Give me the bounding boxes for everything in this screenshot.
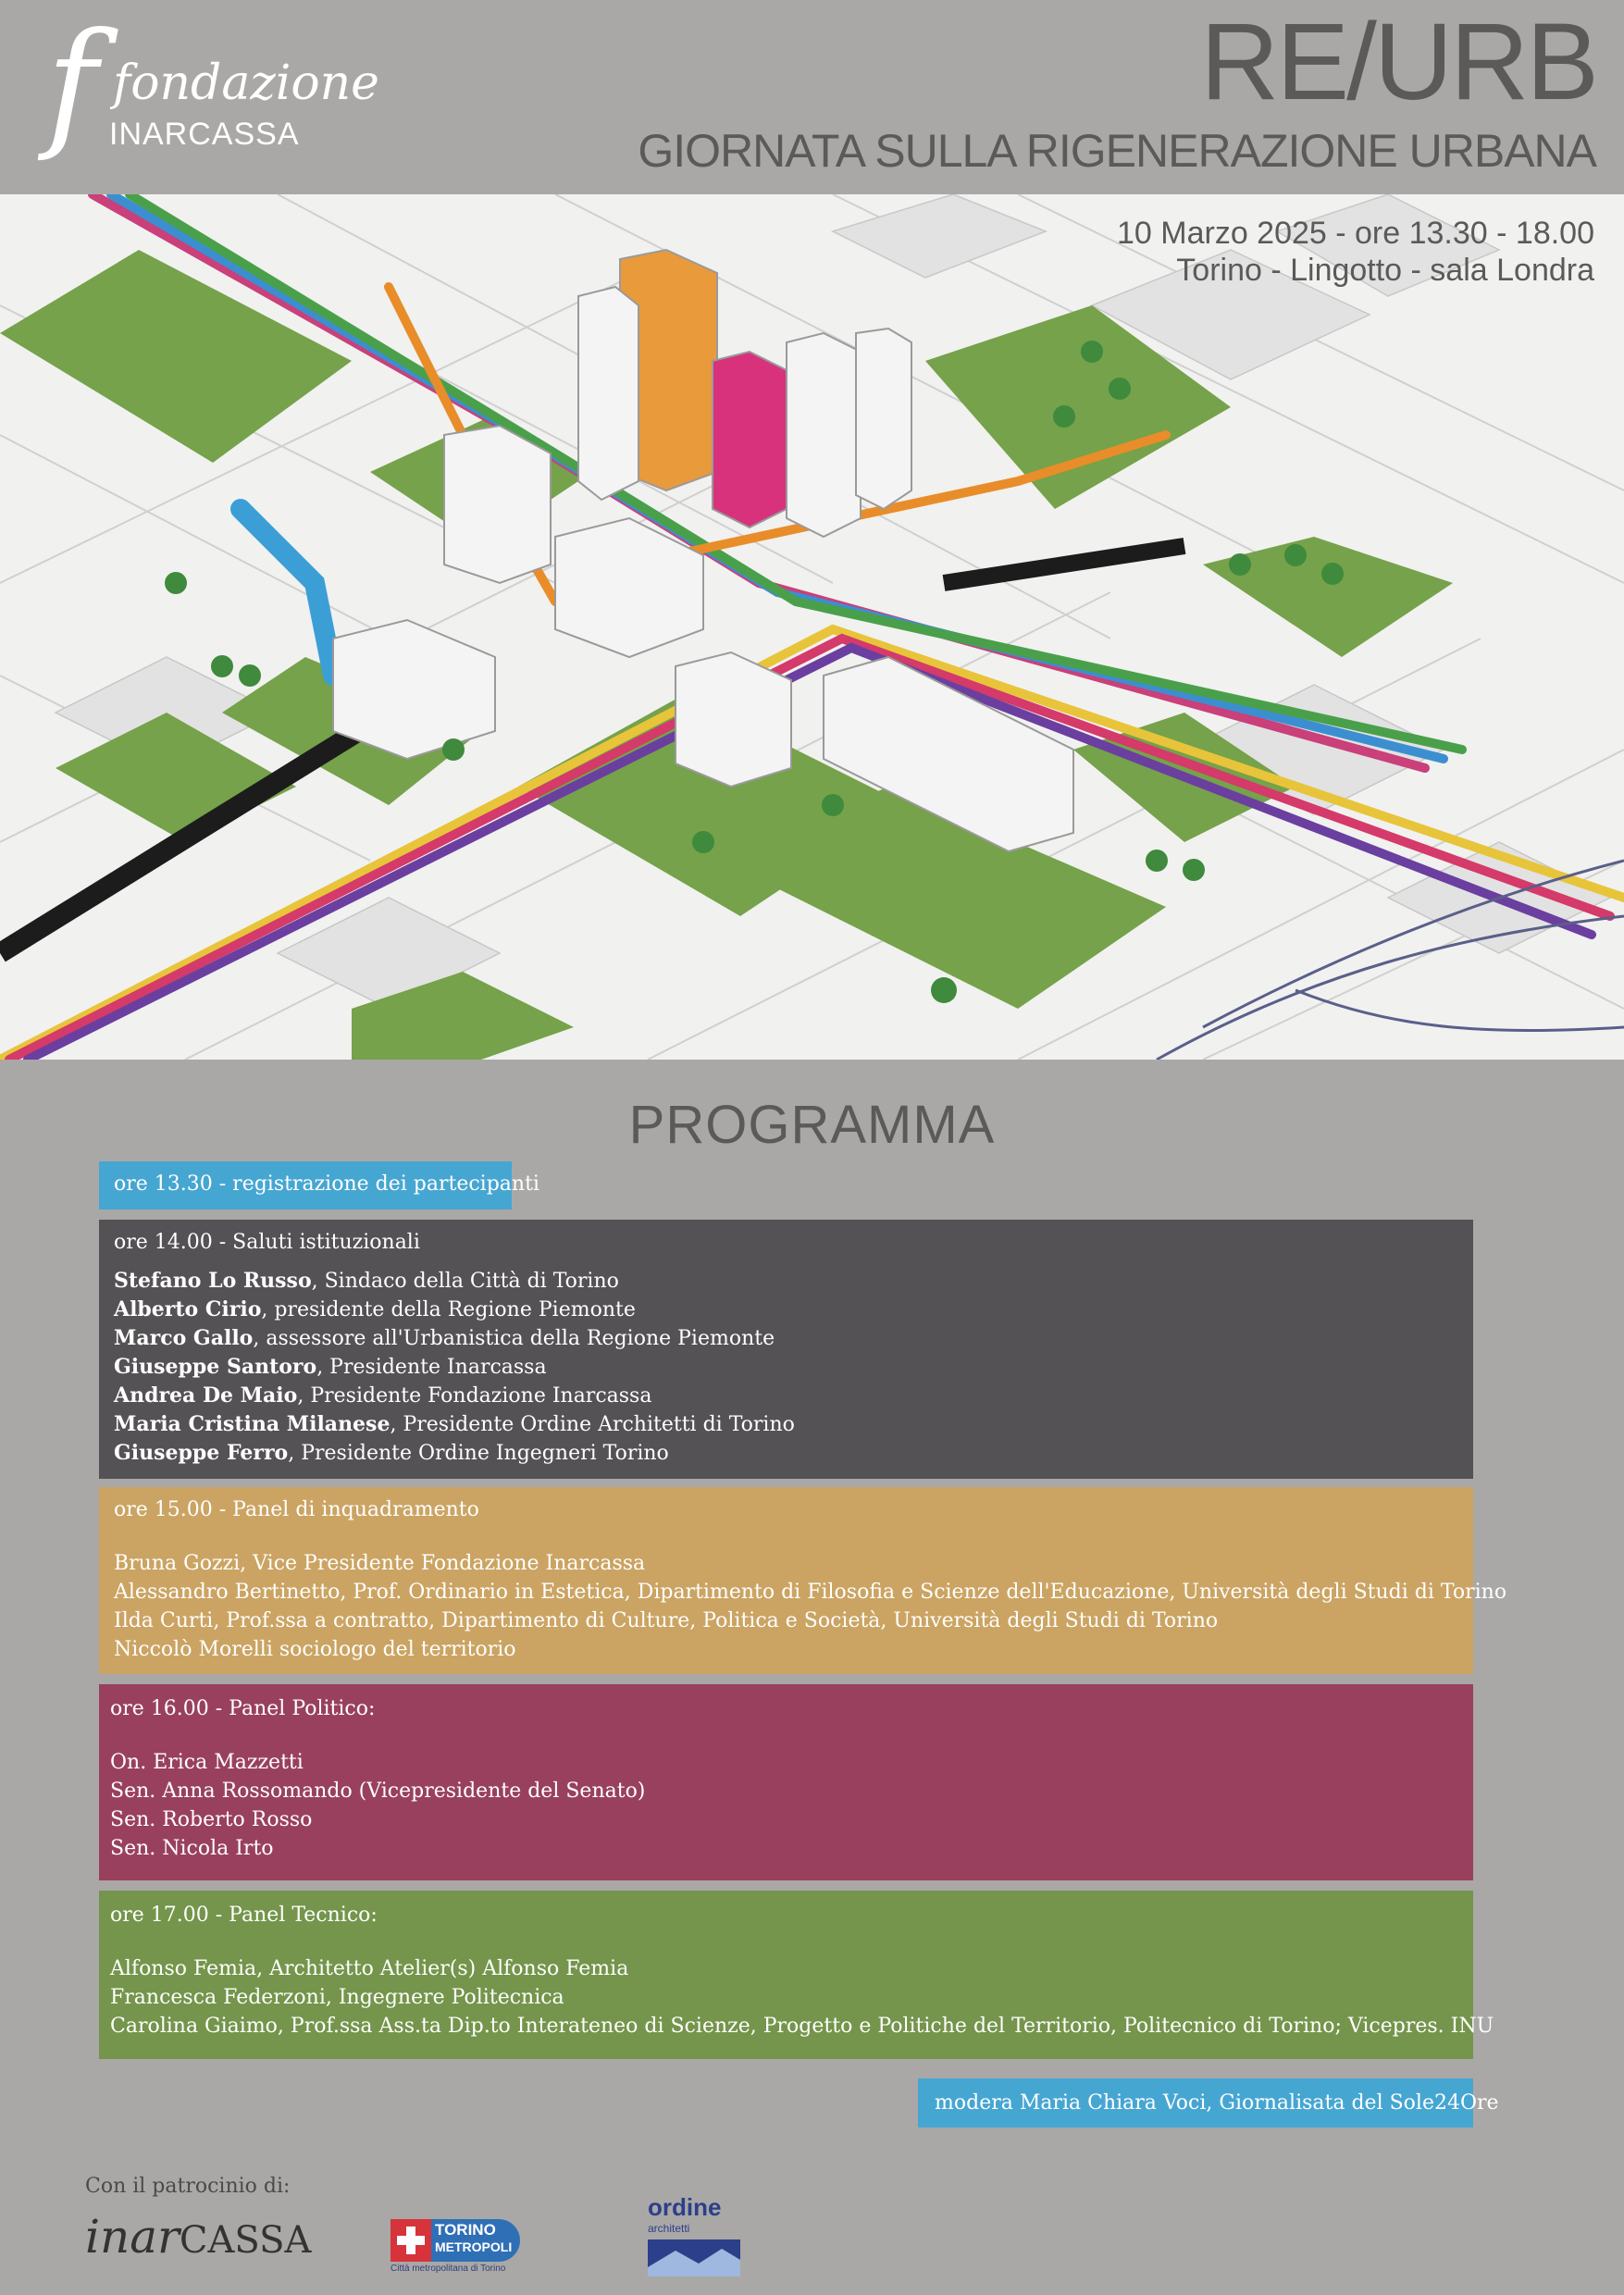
list-item: Stefano Lo Russo, Sindaco della Città di Torino: [114, 1269, 619, 1293]
panel-politico-section: [99, 1684, 1473, 1880]
event-location: Torino - Lingotto - sala Londra: [1176, 253, 1594, 288]
list-item: Giuseppe Ferro, Presidente Ordine Ingegneri Torino: [114, 1441, 669, 1465]
saluti-istituzionali-section: [99, 1220, 1473, 1479]
fondazione-inarcassa-logo: [37, 4, 379, 165]
list-item: Andrea De Maio, Presidente Fondazione Inarcassa: [114, 1383, 652, 1408]
ordine-mountain-mark: [648, 2239, 740, 2276]
list-item: Sen. Anna Rossomando (Vicepresidente del Senato): [110, 1780, 646, 1803]
list-item: Marco Gallo, assessore all'Urbanistica della Regione Piemonte: [114, 1326, 775, 1350]
list-item: Bruna Gozzi, Vice Presidente Fondazione Inarcassa: [114, 1552, 646, 1575]
panel-politico-header: ore 16.00 - Panel Politico:: [110, 1697, 376, 1720]
list-item: Giuseppe Santoro, Presidente Inarcassa: [114, 1355, 547, 1379]
logo-name: fondazione: [113, 56, 379, 111]
panel-inquadramento-section: [99, 1487, 1507, 1674]
list-item: On. Erica Mazzetti: [110, 1751, 304, 1774]
inarcassa-logo: inarCASSA: [85, 2210, 312, 2264]
list-item: Alfonso Femia, Architetto Atelier(s) Alfonso Femia: [110, 1957, 629, 1980]
ordine-architetti-logo: ordine architetti: [648, 2193, 750, 2278]
patrocinio-label: Con il patrocinio di:: [85, 2175, 291, 2198]
list-item: Alberto Cirio, presidente della Regione Piemonte: [114, 1297, 636, 1321]
list-item: Carolina Giaimo, Prof.ssa Ass.ta Dip.to Interateneo di Scienze, Progetto e Politiche del Territorio, Politecnico di Torino; Vicepres. INU: [110, 2015, 1494, 2038]
list-item: Sen. Nicola Irto: [110, 1837, 274, 1860]
program-title: PROGRAMMA: [628, 1095, 996, 1155]
list-item: Maria Cristina Milanese, Presidente Ordine Architetti di Torino: [114, 1412, 795, 1436]
panel-tecnico-section: [99, 1891, 1494, 2059]
registration-banner: ore 13.30 - registrazione dei partecipanti: [99, 1161, 512, 1210]
saluti-header: ore 14.00 - Saluti istituzionali: [114, 1231, 420, 1254]
page-subtitle: GIORNATA SULLA RIGENERAZIONE URBANA: [638, 125, 1596, 177]
page-title: RE/URB: [1200, 1, 1596, 123]
event-date: 10 Marzo 2025 - ore 13.30 - 18.00: [1117, 216, 1594, 251]
moderator-banner: modera Maria Chiara Voci, Giornalisata del Sole24Ore: [918, 2078, 1473, 2128]
list-item: Niccolò Morelli sociologo del territorio: [114, 1638, 516, 1661]
list-item: Ilda Curti, Prof.ssa a contratto, Dipartimento di Culture, Politica e Società, Università degli Studi di Torino: [114, 1609, 1219, 1632]
panel-inquadramento-header: ore 15.00 - Panel di inquadramento: [114, 1498, 479, 1521]
event-date-location: [1117, 215, 1594, 289]
urban-regeneration-illustration: [0, 194, 1624, 1060]
list-item: Sen. Roberto Rosso: [110, 1808, 313, 1831]
logo-initial: f: [46, 4, 98, 165]
logo-sub: INARCASSA: [109, 117, 300, 152]
torino-metropoli-logo: TORINO METROPOLI Città metropolitana di Torino: [391, 2214, 527, 2275]
list-item: Alessandro Bertinetto, Prof. Ordinario in Estetica, Dipartimento di Filosofia e Scienze dell'Educazione, Università degli Studi di Torino: [114, 1581, 1507, 1604]
list-item: Francesca Federzoni, Ingegnere Politecnica: [110, 1986, 564, 2009]
panel-tecnico-header: ore 17.00 - Panel Tecnico:: [110, 1904, 378, 1927]
